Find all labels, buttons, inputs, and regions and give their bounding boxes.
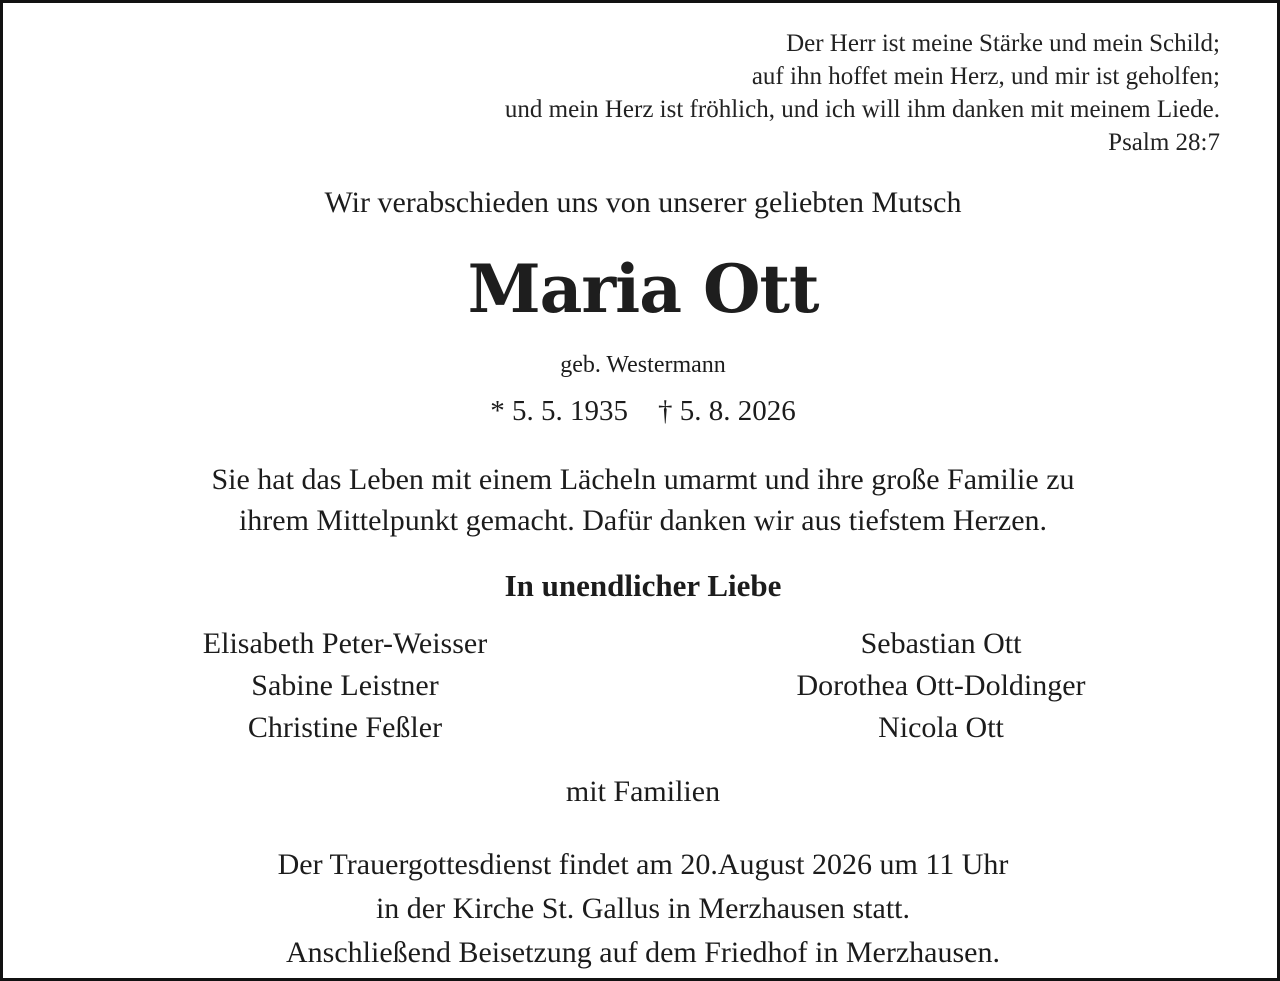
psalm-line: auf ihn hoffet mein Herz, und mir ist geholfen; bbox=[751, 63, 1220, 90]
tribute-text bbox=[3, 459, 1280, 541]
psalm-reference: Psalm 28:7 bbox=[1108, 129, 1220, 156]
death-date: † 5. 8. 2026 bbox=[658, 395, 796, 427]
maiden-name: geb. Westermann bbox=[560, 352, 726, 378]
families-note: mit Familien bbox=[565, 775, 721, 808]
mourner-name: Dorothea Ott-Doldinger bbox=[796, 669, 1086, 702]
tribute-line: ihrem Mittelpunkt gemacht. Dafür danken wir aus tiefstem Herzen. bbox=[238, 504, 1048, 537]
psalm-quote bbox=[505, 27, 1220, 159]
tribute-line: Sie hat das Leben mit einem Lächeln umarmt und ihre große Familie zu bbox=[211, 463, 1075, 496]
service-line: in der Kirche St. Gallus in Merzhausen statt. bbox=[375, 892, 911, 925]
mourners-left-column bbox=[125, 623, 565, 749]
mourner-name: Sabine Leistner bbox=[251, 669, 439, 702]
mourners-right-column bbox=[721, 623, 1161, 749]
intro-text: Wir verabschieden uns von unserer geliebten Mutsch bbox=[324, 186, 962, 219]
deceased-name: Maria Ott bbox=[467, 250, 819, 328]
funeral-service-info bbox=[3, 843, 1280, 975]
psalm-line: Der Herr ist meine Stärke und mein Schild; bbox=[786, 30, 1220, 57]
mourner-name: Sebastian Ott bbox=[860, 627, 1022, 660]
service-line: Anschließend Beisetzung auf dem Friedhof in Merzhausen. bbox=[286, 936, 1000, 969]
closing-phrase: In unendlicher Liebe bbox=[504, 568, 782, 603]
birth-date: * 5. 5. 1935 bbox=[490, 395, 628, 427]
psalm-line: und mein Herz ist fröhlich, und ich will ihm danken mit meinem Liede. bbox=[504, 96, 1220, 123]
service-line: Der Trauergottesdienst findet am 20.August 2026 um 11 Uhr bbox=[277, 848, 1009, 881]
mourner-name: Christine Feßler bbox=[247, 711, 443, 744]
life-dates bbox=[3, 391, 1280, 431]
mourner-name: Elisabeth Peter-Weisser bbox=[202, 627, 488, 660]
mourner-name: Nicola Ott bbox=[878, 711, 1004, 744]
